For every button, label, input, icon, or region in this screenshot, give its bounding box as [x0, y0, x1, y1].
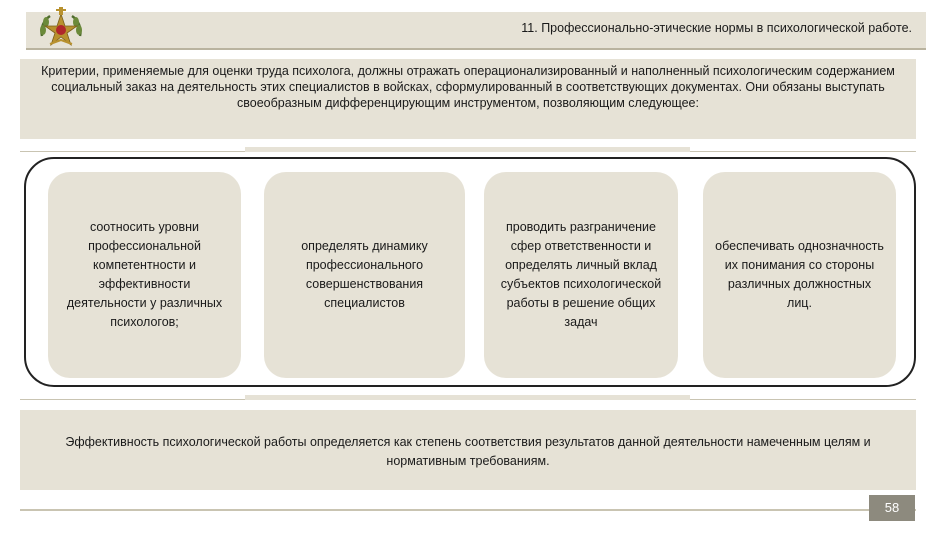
slide-title: 11. Профессионально-этические нормы в психологической работе. [521, 21, 912, 35]
intro-text: Критерии, применяемые для оценки труда психолога, должны отражать операционализированный и наполненный психологическим содержанием социальный заказ на деятельность этих специалистов в войсках, сформулированный в соответствующих документах. Они обязаны выступать своеобразным дифференцирующим инструментом, позволяющим следующее: [20, 59, 916, 139]
header-bar [26, 12, 926, 50]
divider-tab-bottom [245, 395, 690, 400]
criteria-card-2: определять динамику профессионального совершенствования специалистов [264, 172, 465, 378]
military-emblem-icon [36, 6, 86, 50]
footer-line [20, 509, 916, 511]
page-number-badge: 58 [869, 495, 915, 521]
criteria-card-4: обеспечивать однозначность их понимания со стороны различных должностных лиц. [703, 172, 896, 378]
criteria-card-3: проводить разграничение сфер ответственности и определять личный вклад субъектов психологической работы в решение общих задач [484, 172, 678, 378]
criteria-card-1: соотносить уровни профессиональной компетентности и эффективности деятельности у различных психологов; [48, 172, 241, 378]
conclusion-text: Эффективность психологической работы определяется как степень соответствия результатов данной деятельности намеченным целям и нормативным требованиям. [20, 410, 916, 490]
divider-tab-top [245, 147, 690, 152]
